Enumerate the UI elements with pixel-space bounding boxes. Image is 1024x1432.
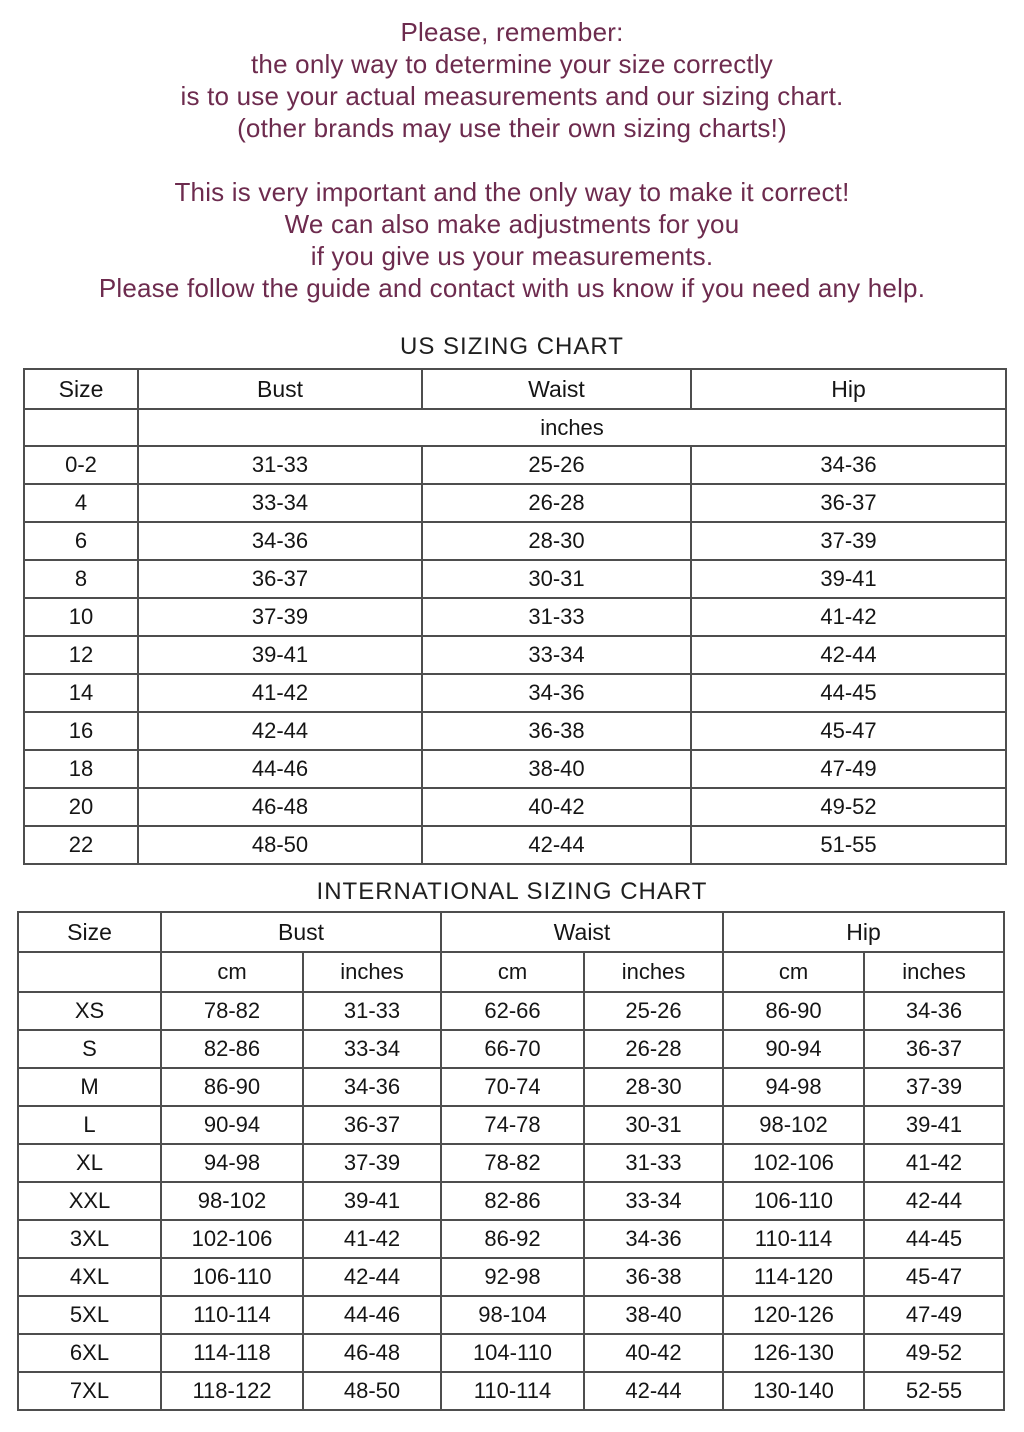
table-cell: 48-50 xyxy=(303,1372,441,1410)
table-cell: 30-31 xyxy=(422,560,691,598)
table-cell: 34-36 xyxy=(584,1220,723,1258)
table-cell: 16 xyxy=(24,712,138,750)
intro-line-8: Please follow the guide and contact with us know if you need any help. xyxy=(98,273,926,303)
table-cell: 42-44 xyxy=(303,1258,441,1296)
table-cell: 25-26 xyxy=(422,446,691,484)
intro-text-block xyxy=(0,0,1024,304)
table-cell: 120-126 xyxy=(723,1296,864,1334)
table-cell: M xyxy=(18,1068,161,1106)
table-cell: 102-106 xyxy=(723,1144,864,1182)
intl-bust-cm-label: cm xyxy=(161,952,303,992)
intro-line-4: (other brands may use their own sizing charts!) xyxy=(237,113,787,143)
table-cell: 0-2 xyxy=(24,446,138,484)
table-cell: 31-33 xyxy=(584,1144,723,1182)
table-cell: 74-78 xyxy=(441,1106,584,1144)
table-row xyxy=(24,826,1006,864)
table-cell: XXL xyxy=(18,1182,161,1220)
table-cell: 118-122 xyxy=(161,1372,303,1410)
intl-units-empty-cell xyxy=(18,952,161,992)
table-cell: 94-98 xyxy=(723,1068,864,1106)
table-row xyxy=(18,1144,1004,1182)
table-cell: 104-110 xyxy=(441,1334,584,1372)
table-cell: 47-49 xyxy=(864,1296,1004,1334)
table-row xyxy=(18,1372,1004,1410)
table-cell: 40-42 xyxy=(584,1334,723,1372)
intl-hip-cm-label: cm xyxy=(723,952,864,992)
table-cell: 7XL xyxy=(18,1372,161,1410)
table-cell: 130-140 xyxy=(723,1372,864,1410)
intro-line-1: Please, remember: xyxy=(400,17,624,47)
table-cell: 47-49 xyxy=(691,750,1006,788)
intl-col-header-bust: Bust xyxy=(161,912,441,952)
table-cell: 33-34 xyxy=(584,1182,723,1220)
intl-waist-cm-label: cm xyxy=(441,952,584,992)
table-cell: 48-50 xyxy=(138,826,422,864)
table-row xyxy=(18,1258,1004,1296)
us-col-header-bust: Bust xyxy=(138,369,422,409)
table-cell: 49-52 xyxy=(691,788,1006,826)
table-cell: 20 xyxy=(24,788,138,826)
table-row xyxy=(18,1068,1004,1106)
table-row xyxy=(24,522,1006,560)
table-cell: 34-36 xyxy=(864,992,1004,1030)
table-cell: 98-104 xyxy=(441,1296,584,1334)
table-cell: 86-92 xyxy=(441,1220,584,1258)
table-cell: 25-26 xyxy=(584,992,723,1030)
table-cell: 92-98 xyxy=(441,1258,584,1296)
table-cell: 78-82 xyxy=(161,992,303,1030)
table-cell: 66-70 xyxy=(441,1030,584,1068)
table-cell: 28-30 xyxy=(422,522,691,560)
table-row xyxy=(18,1030,1004,1068)
table-cell: 8 xyxy=(24,560,138,598)
table-row xyxy=(24,484,1006,522)
us-col-header-waist: Waist xyxy=(422,369,691,409)
table-row xyxy=(18,992,1004,1030)
table-cell: 39-41 xyxy=(691,560,1006,598)
table-cell: 37-39 xyxy=(864,1068,1004,1106)
table-cell: 86-90 xyxy=(723,992,864,1030)
table-cell: 110-114 xyxy=(441,1372,584,1410)
table-cell: 41-42 xyxy=(864,1144,1004,1182)
table-cell: 102-106 xyxy=(161,1220,303,1258)
us-units-empty-cell xyxy=(24,409,138,446)
table-cell: 82-86 xyxy=(161,1030,303,1068)
table-cell: 114-120 xyxy=(723,1258,864,1296)
us-chart-title: US SIZING CHART xyxy=(400,333,624,360)
table-cell: 42-44 xyxy=(864,1182,1004,1220)
table-row xyxy=(18,1182,1004,1220)
table-cell: 31-33 xyxy=(303,992,441,1030)
us-units-row xyxy=(24,409,1006,446)
table-cell: L xyxy=(18,1106,161,1144)
table-cell: 42-44 xyxy=(138,712,422,750)
table-cell: 40-42 xyxy=(422,788,691,826)
table-cell: 86-90 xyxy=(161,1068,303,1106)
table-cell: 36-38 xyxy=(422,712,691,750)
intro-line-5: This is very important and the only way to make it correct! xyxy=(174,177,850,207)
intl-col-header-size: Size xyxy=(18,912,161,952)
table-cell: 34-36 xyxy=(303,1068,441,1106)
international-sizing-table xyxy=(17,911,1005,1411)
table-cell: 39-41 xyxy=(303,1182,441,1220)
table-cell: 33-34 xyxy=(138,484,422,522)
table-cell: 106-110 xyxy=(723,1182,864,1220)
table-cell: 114-118 xyxy=(161,1334,303,1372)
table-cell: 38-40 xyxy=(584,1296,723,1334)
table-cell: 52-55 xyxy=(864,1372,1004,1410)
table-row xyxy=(18,1106,1004,1144)
table-cell: 4XL xyxy=(18,1258,161,1296)
table-cell: 38-40 xyxy=(422,750,691,788)
table-row xyxy=(18,1334,1004,1372)
table-cell: 37-39 xyxy=(138,598,422,636)
table-cell: 18 xyxy=(24,750,138,788)
table-cell: 36-37 xyxy=(303,1106,441,1144)
us-table-body xyxy=(24,446,1006,864)
table-cell: 62-66 xyxy=(441,992,584,1030)
table-cell: 44-46 xyxy=(303,1296,441,1334)
table-cell: 36-37 xyxy=(138,560,422,598)
table-cell: 42-44 xyxy=(691,636,1006,674)
table-cell: 36-37 xyxy=(864,1030,1004,1068)
intl-col-header-hip: Hip xyxy=(723,912,1004,952)
table-row xyxy=(24,598,1006,636)
table-cell: 28-30 xyxy=(584,1068,723,1106)
table-cell: 42-44 xyxy=(422,826,691,864)
table-cell: 82-86 xyxy=(441,1182,584,1220)
table-cell: 36-37 xyxy=(691,484,1006,522)
table-row xyxy=(24,788,1006,826)
table-cell: 98-102 xyxy=(161,1182,303,1220)
table-cell: 49-52 xyxy=(864,1334,1004,1372)
table-row xyxy=(24,674,1006,712)
table-cell: 33-34 xyxy=(303,1030,441,1068)
table-cell: 22 xyxy=(24,826,138,864)
intl-hip-inches-label: inches xyxy=(864,952,1004,992)
intro-line-3: is to use your actual measurements and our sizing chart. xyxy=(180,81,844,111)
table-cell: XL xyxy=(18,1144,161,1182)
table-cell: 44-45 xyxy=(691,674,1006,712)
table-cell: 44-45 xyxy=(864,1220,1004,1258)
table-row xyxy=(24,636,1006,674)
table-cell: 41-42 xyxy=(303,1220,441,1258)
table-cell: 6 xyxy=(24,522,138,560)
table-cell: 3XL xyxy=(18,1220,161,1258)
table-cell: 70-74 xyxy=(441,1068,584,1106)
table-cell: 39-41 xyxy=(864,1106,1004,1144)
table-row xyxy=(18,1220,1004,1258)
table-cell: 34-36 xyxy=(691,446,1006,484)
table-cell: 78-82 xyxy=(441,1144,584,1182)
intro-line-6: We can also make adjustments for you xyxy=(284,209,740,239)
intl-chart-title: INTERNATIONAL SIZING CHART xyxy=(316,878,708,905)
us-col-header-size: Size xyxy=(24,369,138,409)
table-cell: 6XL xyxy=(18,1334,161,1372)
intl-col-header-waist: Waist xyxy=(441,912,723,952)
us-sizing-table xyxy=(23,368,1007,865)
intl-table-body xyxy=(18,992,1004,1410)
us-units-label: inches xyxy=(138,409,1006,446)
table-cell: 98-102 xyxy=(723,1106,864,1144)
table-cell: 39-41 xyxy=(138,636,422,674)
table-cell: 110-114 xyxy=(161,1296,303,1334)
table-cell: 106-110 xyxy=(161,1258,303,1296)
table-row xyxy=(24,560,1006,598)
table-cell: 14 xyxy=(24,674,138,712)
table-cell: 5XL xyxy=(18,1296,161,1334)
table-cell: 45-47 xyxy=(864,1258,1004,1296)
table-cell: 126-130 xyxy=(723,1334,864,1372)
table-cell: 37-39 xyxy=(691,522,1006,560)
table-row xyxy=(24,446,1006,484)
table-cell: 31-33 xyxy=(138,446,422,484)
table-cell: 94-98 xyxy=(161,1144,303,1182)
intro-line-2: the only way to determine your size correctly xyxy=(251,49,773,79)
table-cell: 36-38 xyxy=(584,1258,723,1296)
table-cell: 30-31 xyxy=(584,1106,723,1144)
table-cell: 34-36 xyxy=(138,522,422,560)
table-cell: 12 xyxy=(24,636,138,674)
table-cell: 90-94 xyxy=(723,1030,864,1068)
table-cell: 51-55 xyxy=(691,826,1006,864)
table-cell: 31-33 xyxy=(422,598,691,636)
table-cell: 90-94 xyxy=(161,1106,303,1144)
table-cell: 41-42 xyxy=(138,674,422,712)
table-cell: 46-48 xyxy=(138,788,422,826)
table-cell: 34-36 xyxy=(422,674,691,712)
table-cell: 26-28 xyxy=(422,484,691,522)
table-cell: 44-46 xyxy=(138,750,422,788)
intro-line-7: if you give us your measurements. xyxy=(310,241,714,271)
intl-header-row xyxy=(18,912,1004,952)
table-cell: 26-28 xyxy=(584,1030,723,1068)
table-cell: S xyxy=(18,1030,161,1068)
table-cell: 33-34 xyxy=(422,636,691,674)
us-header-row xyxy=(24,369,1006,409)
table-cell: 45-47 xyxy=(691,712,1006,750)
table-cell: 42-44 xyxy=(584,1372,723,1410)
table-cell: 4 xyxy=(24,484,138,522)
table-cell: 41-42 xyxy=(691,598,1006,636)
table-cell: 46-48 xyxy=(303,1334,441,1372)
table-row xyxy=(24,712,1006,750)
intl-units-row xyxy=(18,952,1004,992)
table-cell: XS xyxy=(18,992,161,1030)
us-col-header-hip: Hip xyxy=(691,369,1006,409)
intl-bust-inches-label: inches xyxy=(303,952,441,992)
table-cell: 10 xyxy=(24,598,138,636)
table-row xyxy=(18,1296,1004,1334)
table-row xyxy=(24,750,1006,788)
paragraph-gap xyxy=(0,144,1024,176)
table-cell: 37-39 xyxy=(303,1144,441,1182)
intl-waist-inches-label: inches xyxy=(584,952,723,992)
table-cell: 110-114 xyxy=(723,1220,864,1258)
